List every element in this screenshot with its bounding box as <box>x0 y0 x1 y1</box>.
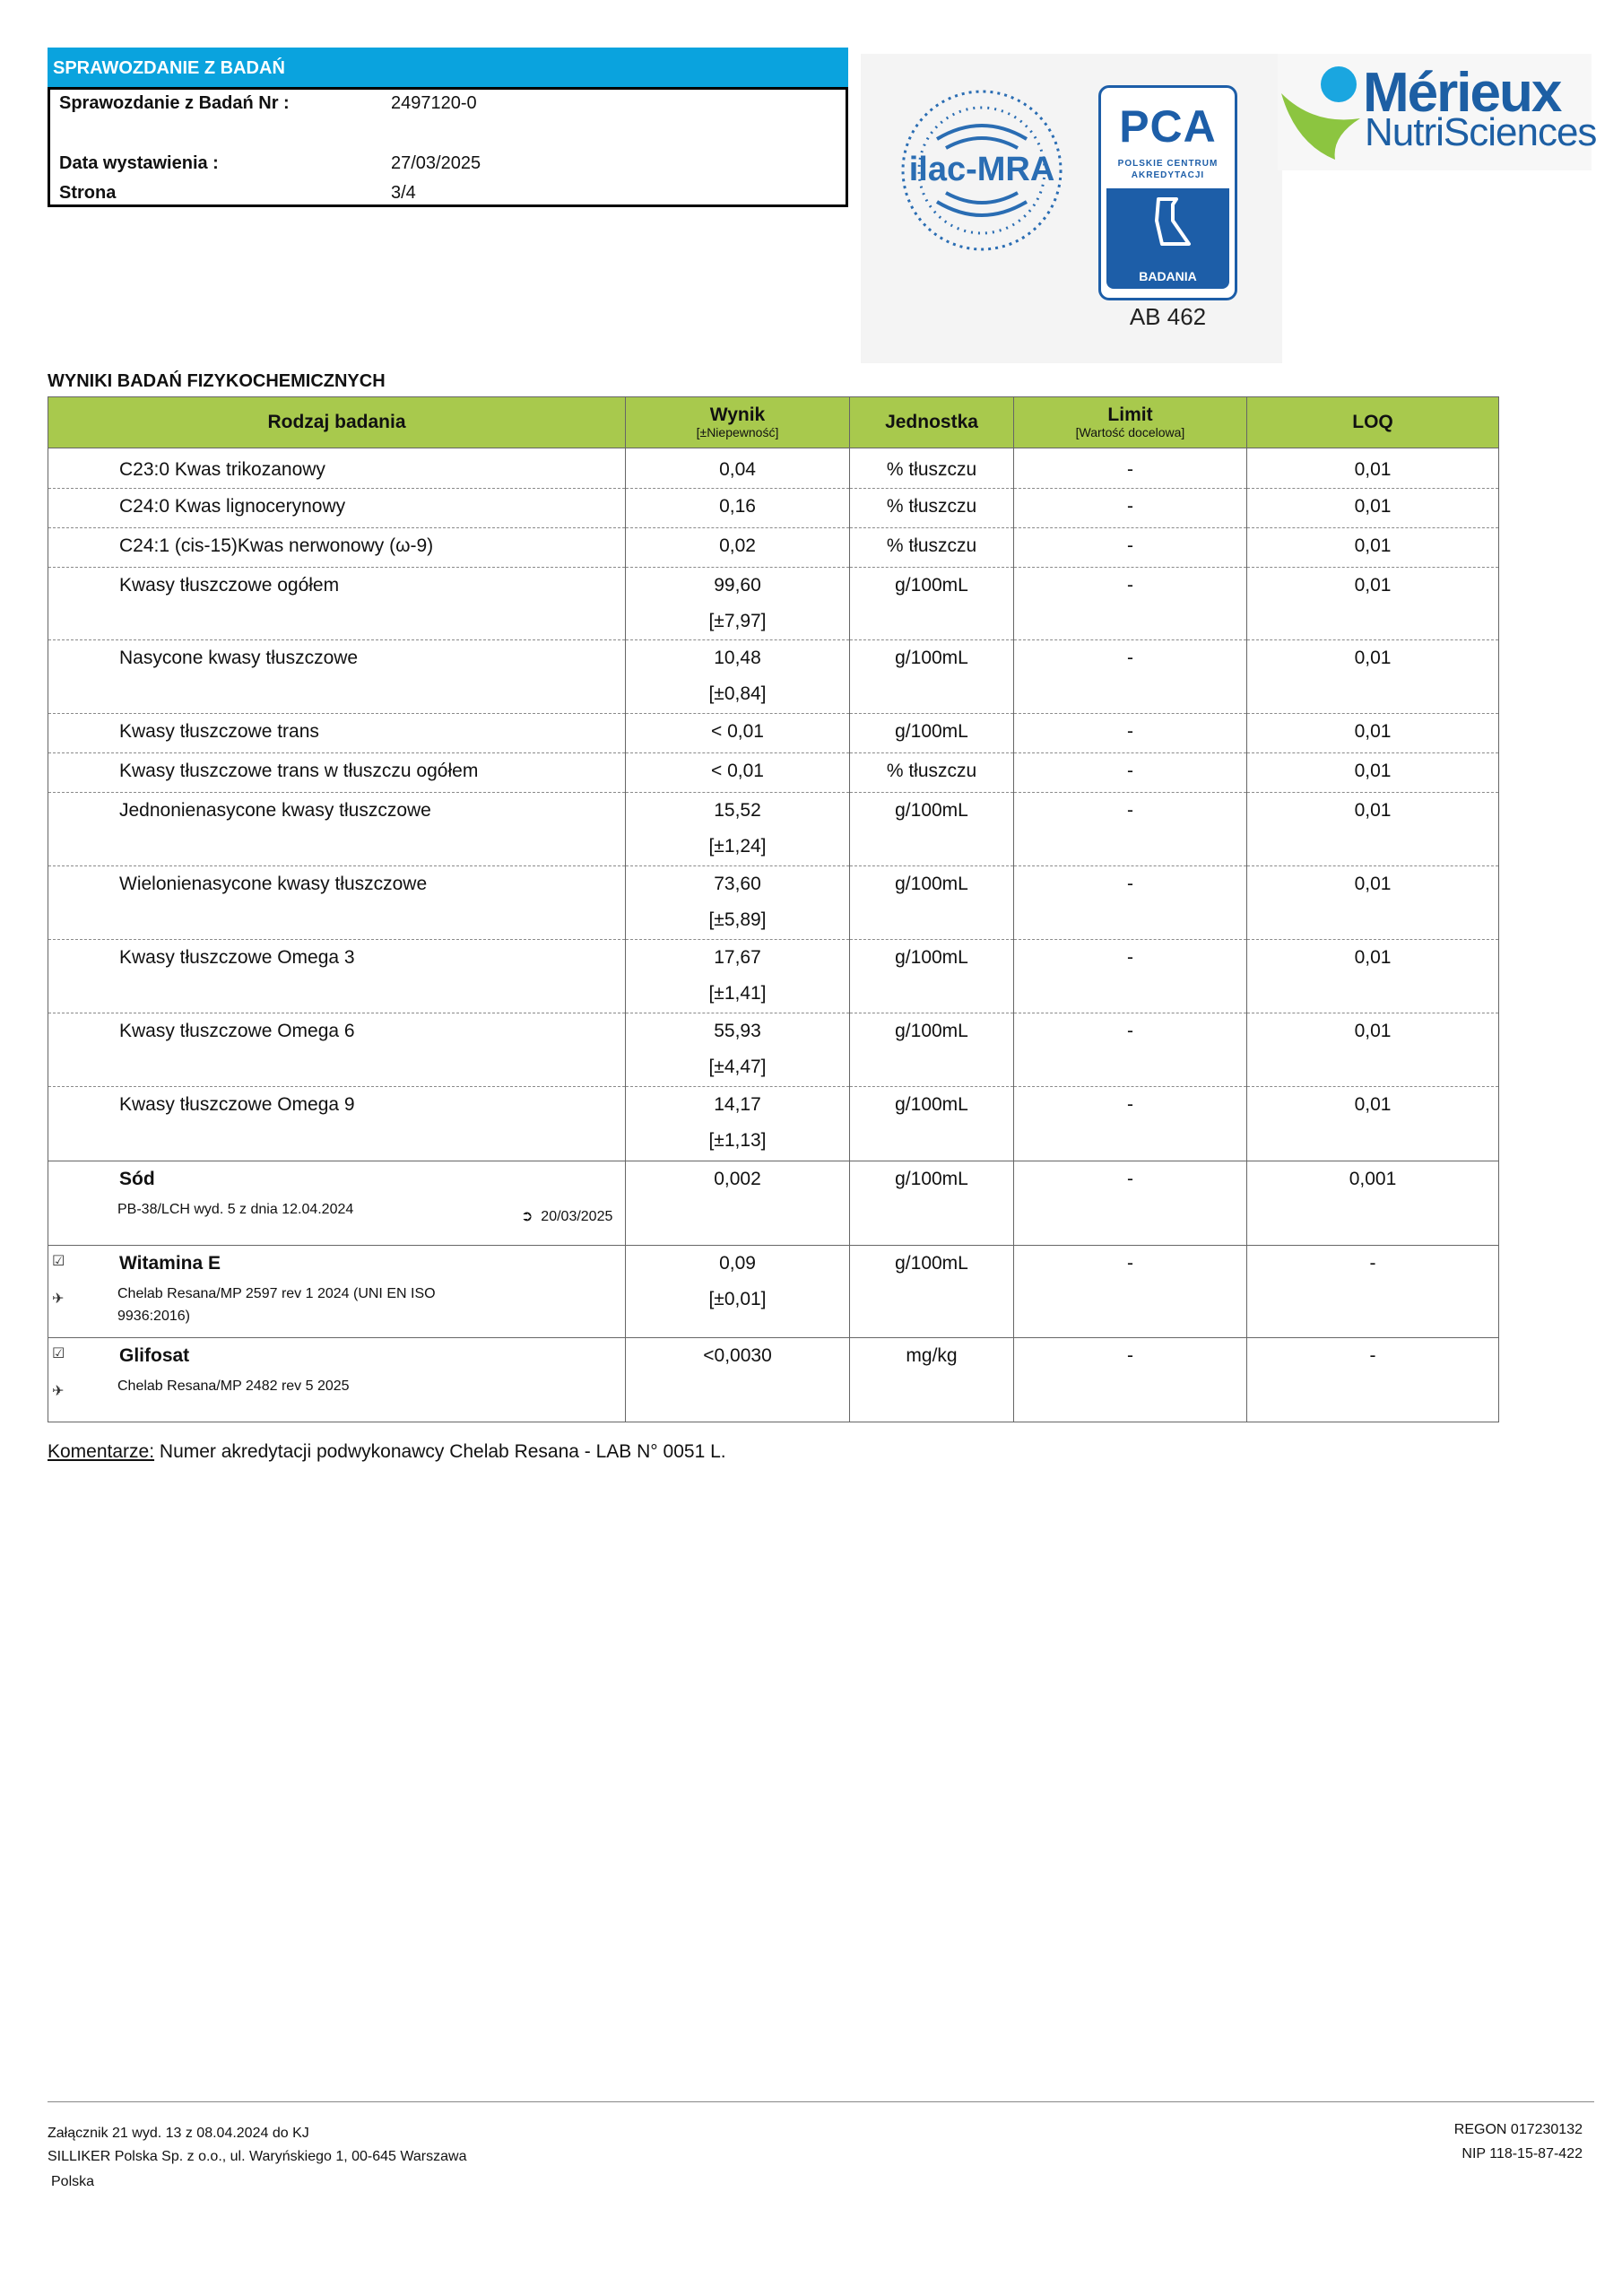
row-loq: 0,001 <box>1247 1161 1499 1246</box>
footer-country: Polska <box>51 2174 95 2189</box>
pca-accreditation-code: AB 462 <box>1129 303 1207 330</box>
row-unit: % tłuszczu <box>850 489 1014 528</box>
pca-subtitle <box>1101 158 1235 181</box>
issue-date-value: 27/03/2025 <box>391 153 481 173</box>
row-result <box>626 940 850 1013</box>
row-limit: - <box>1014 1161 1247 1246</box>
row-loq: 0,01 <box>1247 753 1499 793</box>
table-row <box>48 714 1499 753</box>
row-name: Kwasy tłuszczowe ogółem <box>48 568 626 640</box>
row-loq: 0,01 <box>1247 1013 1499 1087</box>
row-name: Nasycone kwasy tłuszczowe <box>48 640 626 714</box>
row-unit: g/100mL <box>850 640 1014 714</box>
table-row <box>48 1338 1499 1422</box>
row-name-label: Sód <box>119 1169 155 1189</box>
pca-title: PCA <box>1119 101 1217 152</box>
row-uncertainty: [±0,01] <box>708 1289 767 1309</box>
airplane-icon: ✈ <box>52 1292 65 1307</box>
footer-regon: REGON 017230132 <box>1453 2122 1583 2137</box>
page-row <box>59 183 416 204</box>
page-value: 3/4 <box>391 183 416 203</box>
row-limit: - <box>1014 940 1247 1013</box>
checkbox-icon: ☑ <box>52 1346 65 1361</box>
row-name: Kwasy tłuszczowe Omega 9 <box>48 1087 626 1161</box>
row-result-value: 99,60 <box>714 575 761 596</box>
row-loq: 0,01 <box>1247 793 1499 866</box>
row-loq: 0,01 <box>1247 640 1499 714</box>
row-unit: g/100mL <box>850 1246 1014 1338</box>
row-uncertainty: [±0,84] <box>708 683 767 704</box>
row-name <box>48 1246 626 1338</box>
row-unit: g/100mL <box>850 1013 1014 1087</box>
row-unit: mg/kg <box>850 1338 1014 1422</box>
pca-badania-label: BADANIA <box>1139 269 1197 283</box>
row-unit: g/100mL <box>850 793 1014 866</box>
row-result <box>626 1246 850 1338</box>
row-loq: 0,01 <box>1247 568 1499 640</box>
footer-company-address: SILLIKER Polska Sp. z o.o., ul. Waryńskiego 1, 00-645 Warszawa <box>48 2149 467 2164</box>
pca-logo <box>1098 85 1237 300</box>
row-result-value: 0,09 <box>719 1253 756 1274</box>
row-limit: - <box>1014 568 1247 640</box>
row-unit: % tłuszczu <box>850 448 1014 489</box>
issue-date-row <box>59 153 481 174</box>
row-name: C24:0 Kwas lignocerynowy <box>48 489 626 528</box>
header-loq: LOQ <box>1247 397 1499 448</box>
row-result: <0,0030 <box>626 1338 850 1422</box>
row-result: < 0,01 <box>626 753 850 793</box>
comment-label: Komentarze: <box>48 1441 155 1462</box>
row-result: < 0,01 <box>626 714 850 753</box>
row-method-line2: 9936:2016) <box>117 1309 190 1324</box>
row-loq: 0,01 <box>1247 489 1499 528</box>
table-row <box>48 866 1499 940</box>
row-result: 0,16 <box>626 489 850 528</box>
row-name: Kwasy tłuszczowe Omega 3 <box>48 940 626 1013</box>
row-limit: - <box>1014 1013 1247 1087</box>
row-result-value: 17,67 <box>714 947 761 968</box>
row-limit: - <box>1014 1246 1247 1338</box>
table-row <box>48 753 1499 793</box>
row-name: Kwasy tłuszczowe trans w tłuszczu ogółem <box>48 753 626 793</box>
row-method: Chelab Resana/MP 2597 rev 1 2024 (UNI EN ISO <box>117 1286 436 1301</box>
report-header-band: SPRAWOZDANIE Z BADAŃ <box>48 48 848 87</box>
row-limit: - <box>1014 866 1247 940</box>
row-result-value: 14,17 <box>714 1094 761 1115</box>
row-result-value: 10,48 <box>714 648 761 668</box>
row-unit: g/100mL <box>850 1161 1014 1246</box>
row-unit: g/100mL <box>850 714 1014 753</box>
row-unit: g/100mL <box>850 568 1014 640</box>
return-arrow-icon: ➲ <box>521 1209 533 1224</box>
comment-text: Numer akredytacji podwykonawcy Chelab Resana - LAB N° 0051 L. <box>154 1441 726 1462</box>
table-row <box>48 640 1499 714</box>
flask-icon <box>1106 188 1229 260</box>
row-result <box>626 866 850 940</box>
pca-subtitle-line1: POLSKIE CENTRUM <box>1117 159 1219 169</box>
merieux-logo <box>1278 54 1597 170</box>
row-loq: 0,01 <box>1247 448 1499 489</box>
issue-date-label: Data wystawienia : <box>59 153 219 173</box>
row-result-value: 55,93 <box>714 1021 761 1041</box>
row-limit: - <box>1014 753 1247 793</box>
row-loq: - <box>1247 1246 1499 1338</box>
row-uncertainty: [±1,41] <box>708 983 767 1004</box>
row-limit: - <box>1014 528 1247 568</box>
header-limit-label: Limit <box>1107 404 1153 425</box>
table-row <box>48 1087 1499 1161</box>
footer-divider <box>48 2101 1594 2102</box>
row-loq: 0,01 <box>1247 866 1499 940</box>
row-result <box>626 1013 850 1087</box>
row-name: Wielonienasycone kwasy tłuszczowe <box>48 866 626 940</box>
airplane-icon: ✈ <box>52 1384 65 1399</box>
row-unit: g/100mL <box>850 1087 1014 1161</box>
row-limit: - <box>1014 1087 1247 1161</box>
row-unit: g/100mL <box>850 940 1014 1013</box>
row-uncertainty: [±1,13] <box>708 1130 767 1151</box>
row-loq: 0,01 <box>1247 714 1499 753</box>
checkbox-icon: ☑ <box>52 1254 65 1269</box>
comment <box>48 1441 726 1463</box>
table-row <box>48 568 1499 640</box>
merieux-subtitle: NutriSciences <box>1365 110 1597 154</box>
row-limit: - <box>1014 1338 1247 1422</box>
report-number-value: 2497120-0 <box>391 93 477 113</box>
report-number-label: Sprawozdanie z Badań Nr : <box>59 93 290 113</box>
row-loq: 0,01 <box>1247 1087 1499 1161</box>
row-result <box>626 640 850 714</box>
table-row <box>48 940 1499 1013</box>
footer-nip: NIP 118-15-87-422 <box>1462 2146 1583 2161</box>
row-unit: % tłuszczu <box>850 528 1014 568</box>
row-uncertainty: [±7,97] <box>708 611 767 631</box>
merieux-name: Mérieux <box>1363 62 1561 124</box>
row-name: Kwasy tłuszczowe Omega 6 <box>48 1013 626 1087</box>
row-limit: - <box>1014 448 1247 489</box>
row-date <box>521 1208 612 1226</box>
page-label: Strona <box>59 183 117 203</box>
table-row <box>48 489 1499 528</box>
row-name: Kwasy tłuszczowe trans <box>48 714 626 753</box>
row-result <box>626 793 850 866</box>
row-name <box>48 1338 626 1422</box>
row-loq: 0,01 <box>1247 940 1499 1013</box>
report-number-row <box>59 93 477 114</box>
row-limit: - <box>1014 640 1247 714</box>
row-limit: - <box>1014 714 1247 753</box>
table-row <box>48 448 1499 489</box>
row-unit: g/100mL <box>850 866 1014 940</box>
header-limit <box>1014 397 1247 448</box>
header-name: Rodzaj badania <box>48 397 626 448</box>
section-title: WYNIKI BADAŃ FIZYKOCHEMICZNYCH <box>48 371 386 391</box>
row-result <box>626 568 850 640</box>
row-uncertainty: [±4,47] <box>708 1057 767 1077</box>
row-name-label: Glifosat <box>119 1345 190 1366</box>
header-result-sub: [±Niepewność] <box>696 425 779 439</box>
table-row <box>48 1246 1499 1338</box>
table-header-row <box>48 397 1499 448</box>
table-row <box>48 793 1499 866</box>
ilac-mra-logo <box>897 85 1067 256</box>
row-limit: - <box>1014 793 1247 866</box>
row-result: 0,002 <box>626 1161 850 1246</box>
header-result <box>626 397 850 448</box>
table-row <box>48 1161 1499 1246</box>
table-row <box>48 1013 1499 1087</box>
pca-subtitle-line2: AKREDYTACJI <box>1131 170 1205 180</box>
header-limit-sub: [Wartość docelowa] <box>1075 425 1185 439</box>
row-result-value: 15,52 <box>714 800 761 821</box>
report-header-box <box>48 87 848 207</box>
row-result <box>626 1087 850 1161</box>
row-loq: - <box>1247 1338 1499 1422</box>
row-uncertainty: [±5,89] <box>708 909 767 930</box>
row-uncertainty: [±1,24] <box>708 836 767 857</box>
row-limit: - <box>1014 489 1247 528</box>
row-method: PB-38/LCH wyd. 5 z dnia 12.04.2024 <box>117 1202 354 1217</box>
row-result-value: 73,60 <box>714 874 761 894</box>
row-name: C24:1 (cis-15)Kwas nerwonowy (ω-9) <box>48 528 626 568</box>
footer-annex: Załącznik 21 wyd. 13 z 08.04.2024 do KJ <box>48 2126 309 2141</box>
row-name-label: Witamina E <box>119 1253 221 1274</box>
row-unit: % tłuszczu <box>850 753 1014 793</box>
row-result: 0,04 <box>626 448 850 489</box>
merieux-leaf-icon <box>1278 54 1376 170</box>
row-date-value: 20/03/2025 <box>541 1209 613 1224</box>
header-unit: Jednostka <box>850 397 1014 448</box>
results-table <box>48 396 1499 1422</box>
table-row <box>48 528 1499 568</box>
row-name <box>48 1161 626 1246</box>
header-result-label: Wynik <box>709 404 766 425</box>
row-name: Jednonienasycone kwasy tłuszczowe <box>48 793 626 866</box>
row-result: 0,02 <box>626 528 850 568</box>
pca-badge <box>1098 85 1237 300</box>
row-name: C23:0 Kwas trikozanowy <box>48 448 626 489</box>
row-loq: 0,01 <box>1247 528 1499 568</box>
svg-text:ilac-MRA: ilac-MRA <box>908 151 1055 188</box>
row-method: Chelab Resana/MP 2482 rev 5 2025 <box>117 1378 350 1394</box>
